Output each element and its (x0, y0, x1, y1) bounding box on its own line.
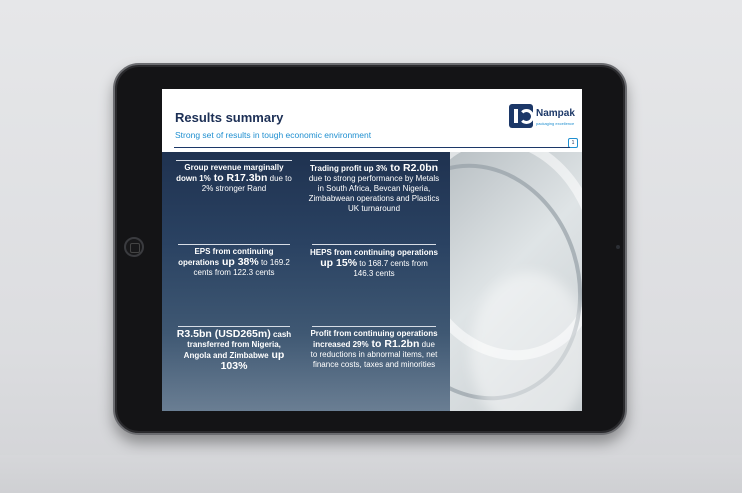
slide-header (162, 89, 582, 145)
tablet-device (113, 63, 627, 435)
nampak-logo (509, 104, 577, 130)
highlight-heps: HEPS from continuing operations up 15% to 168.7 cents from 146.3 cents (310, 244, 438, 279)
camera-icon (616, 245, 620, 249)
header-divider (174, 147, 570, 148)
highlight-profit-continuing: Profit from continuing operations increased 29% to R1.2bn due to reductions in abnormal items, net finance costs, taxes and minorities (310, 326, 438, 370)
presentation-slide (162, 89, 582, 411)
home-button[interactable] (124, 237, 144, 257)
highlight-cash-transferred: R3.5bn (USD265m) cash transferred from Nigeria, Angola and Zimbabwe up 103% (176, 328, 292, 372)
logo-tagline: packaging excellence (536, 121, 575, 126)
highlight-eps: EPS from continuing operations up 38% to 169.2 cents from 122.3 cents (176, 244, 292, 278)
highlight-trading-profit: Trading profit up 3% to R2.0bn due to strong performance by Metals in South Africa, Bevcan Nigeria, Zimbabwean operations and Plastics UK turnaround (308, 162, 440, 213)
nampak-logo-icon (509, 104, 533, 128)
highlight-revenue: Group revenue marginally down 1% to R17.3bn due to 2% stronger Rand (174, 160, 294, 194)
logo-name: Nampak (536, 108, 575, 119)
product-photo (450, 152, 582, 411)
background-floor (0, 455, 742, 493)
page-number: 1 (568, 138, 578, 148)
slide-title: Results summary (175, 110, 284, 125)
slide-subtitle: Strong set of results in tough economic environment (175, 130, 372, 140)
